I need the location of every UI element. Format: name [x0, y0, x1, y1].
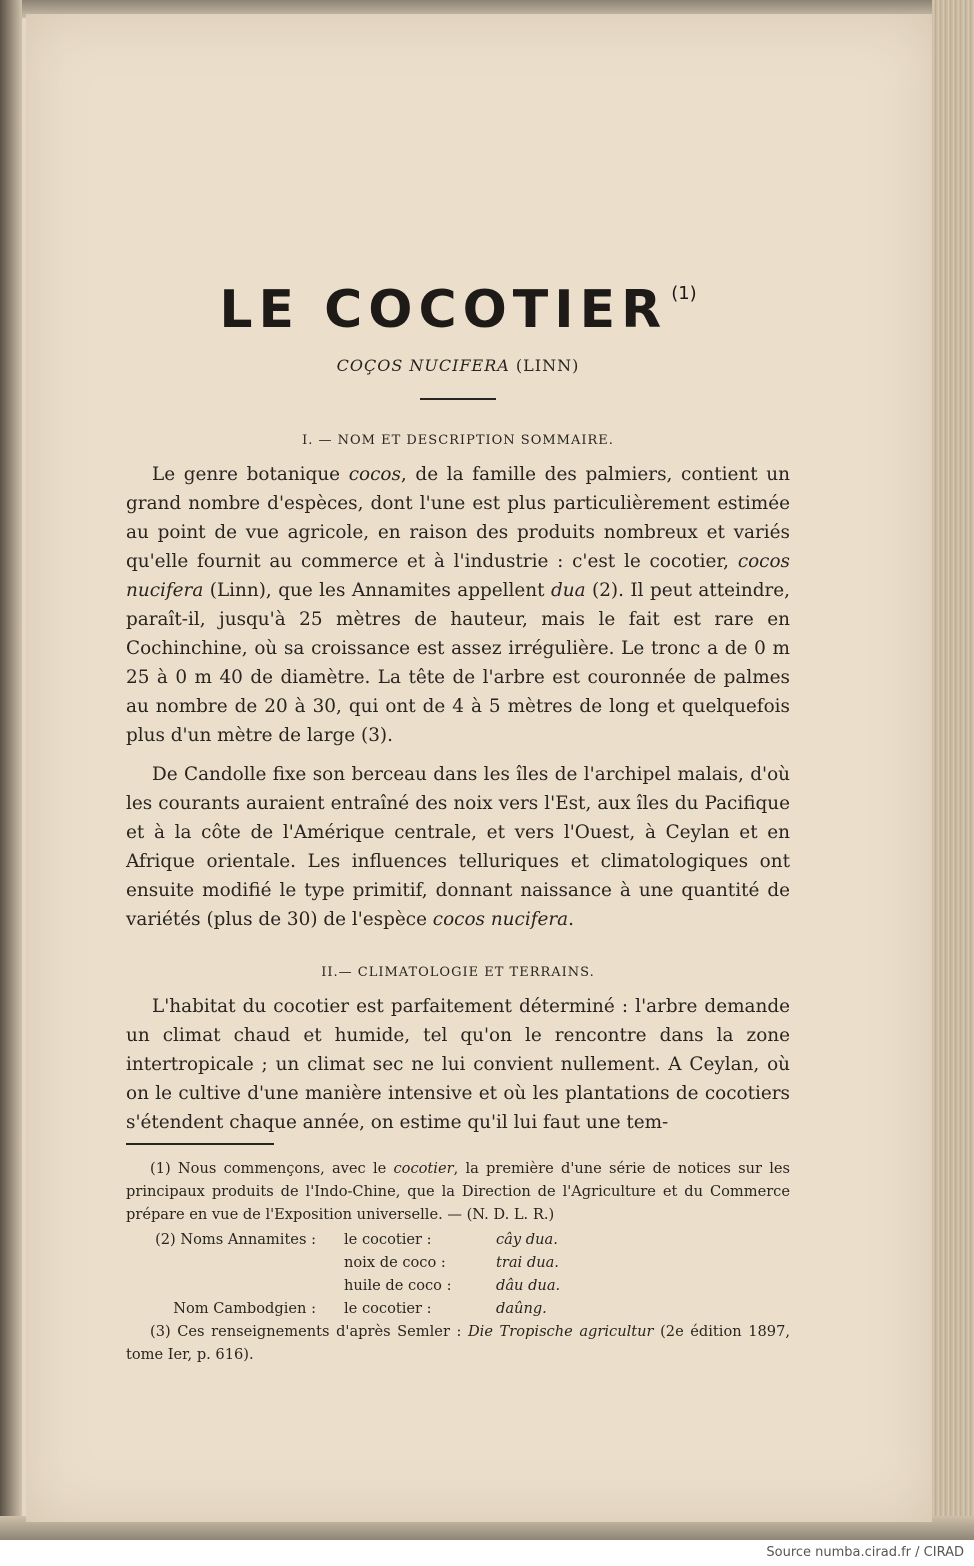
names-row-label: (2) Noms Annamites :	[155, 1230, 316, 1248]
text-run: De Candolle fixe son berceau dans les îles de l'archipel malais, d'où les courants auraient entraîné des noix vers l'Est, aux îles du Pacifique et à la côte de l'Amérique centrale, et vers l'Ouest, à Ceylan et en Afrique orientale. Les influences telluriques et climatologiques ont ensuite modifié le type primitif, donnant naissance à une quantité de variétés (plus de 30) de l'espèce	[126, 764, 790, 930]
footnotes	[126, 1157, 790, 1366]
italic-run: cocotier	[393, 1159, 454, 1177]
footnote-2-names-table	[126, 1228, 790, 1320]
text-run: (Linn), que les Annamites appellent	[203, 580, 551, 601]
section-heading-2: II.— CLIMATOLOGIE ET TERRAINS.	[321, 965, 595, 980]
page-content	[126, 264, 790, 1366]
paragraph-3	[126, 992, 790, 1137]
italic-run: Die Tropische agricultur	[467, 1322, 654, 1340]
names-row-term: huile de coco :	[344, 1276, 452, 1294]
text-run: (2e édition 1897, tome Ier, p. 616).	[126, 1322, 790, 1363]
section-heading-1: I. — NOM ET DESCRIPTION SOMMAIRE.	[302, 433, 614, 448]
italic-run: cocos nucifera	[432, 909, 569, 930]
paragraph-2	[126, 760, 790, 934]
names-row-label	[126, 1274, 344, 1297]
species-author: (LINN)	[515, 356, 580, 375]
names-row-value: dâu dua.	[496, 1276, 561, 1294]
names-row-value: trai dua.	[496, 1253, 559, 1271]
text-run: , la première d'une série de notices sur les principaux produits de l'Indo-Chine, que la Direction de l'Agriculture et du Commerce prépare en vue de l'Exposition universelle. — (N. D. L. R.)	[126, 1159, 790, 1223]
italic-run: cocos nucifera	[126, 551, 790, 601]
text-run: (3) Ces renseignements d'après Semler :	[150, 1322, 468, 1340]
names-row-term: le cocotier :	[344, 1230, 432, 1248]
names-row-term: noix de coco :	[344, 1253, 446, 1271]
italic-run: dua	[551, 580, 586, 601]
text-run: Le genre botanique	[152, 464, 349, 485]
text-run: , de la famille des palmiers, contient un grand nombre d'espèces, dont l'une est plus particulièrement estimée au point de vue agricole, en raison des produits nombreux et variés qu'elle fournit au commerce et à l'industrie : c'est le cocotier,	[126, 464, 790, 572]
text-run: .	[568, 909, 574, 930]
names-row-label: Nom Cambodgien :	[173, 1299, 316, 1317]
names-row-term: le cocotier :	[344, 1299, 432, 1317]
text-run: L'habitat du cocotier est parfaitement déterminé : l'arbre demande un climat chaud et humide, tel qu'on le rencontre dans la zone intertropicale ; un climat sec ne lui convient nullement. A Ceylan, où on le cultive d'une manière intensive et où les plantations de cocotiers s'étendent chaque année, on estime qu'il lui faut une tem-	[126, 996, 790, 1133]
source-credit: Source numba.cirad.fr / CIRAD	[766, 1545, 964, 1560]
footnote-3	[126, 1320, 790, 1366]
title-divider	[420, 398, 496, 400]
species-name: COÇOS NUCIFERA	[336, 356, 510, 375]
page-title	[126, 264, 790, 340]
page	[26, 14, 932, 1522]
names-row-value: cây dua.	[496, 1230, 558, 1248]
footnote-divider	[126, 1143, 274, 1145]
text-run: (1) Nous commençons, avec le	[150, 1159, 394, 1177]
title-footnote-marker: (1)	[671, 283, 697, 304]
italic-run: cocos	[348, 464, 401, 485]
title-text: LE COCOTIER	[219, 280, 668, 340]
paragraph-1	[126, 460, 790, 750]
footnote-1	[126, 1157, 790, 1226]
subtitle	[126, 356, 790, 376]
names-row-value: daûng.	[496, 1299, 547, 1317]
book-page-stack-edge	[932, 0, 974, 1540]
book-binding-edge	[0, 0, 22, 1540]
text-run: (2). Il peut atteindre, paraît-il, jusqu'à 25 mètres de hauteur, mais le fait est rare en Cochinchine, où sa croissance est assez irrégulière. Le tronc a de 0 m 25 à 0 m 40 de diamètre. La tête de l'arbre est couronnée de palmes au nombre de 20 à 30, qui ont de 4 à 5 mètres de long et quelquefois plus d'un mètre de large (3).	[126, 580, 791, 746]
names-row-label	[126, 1251, 344, 1274]
